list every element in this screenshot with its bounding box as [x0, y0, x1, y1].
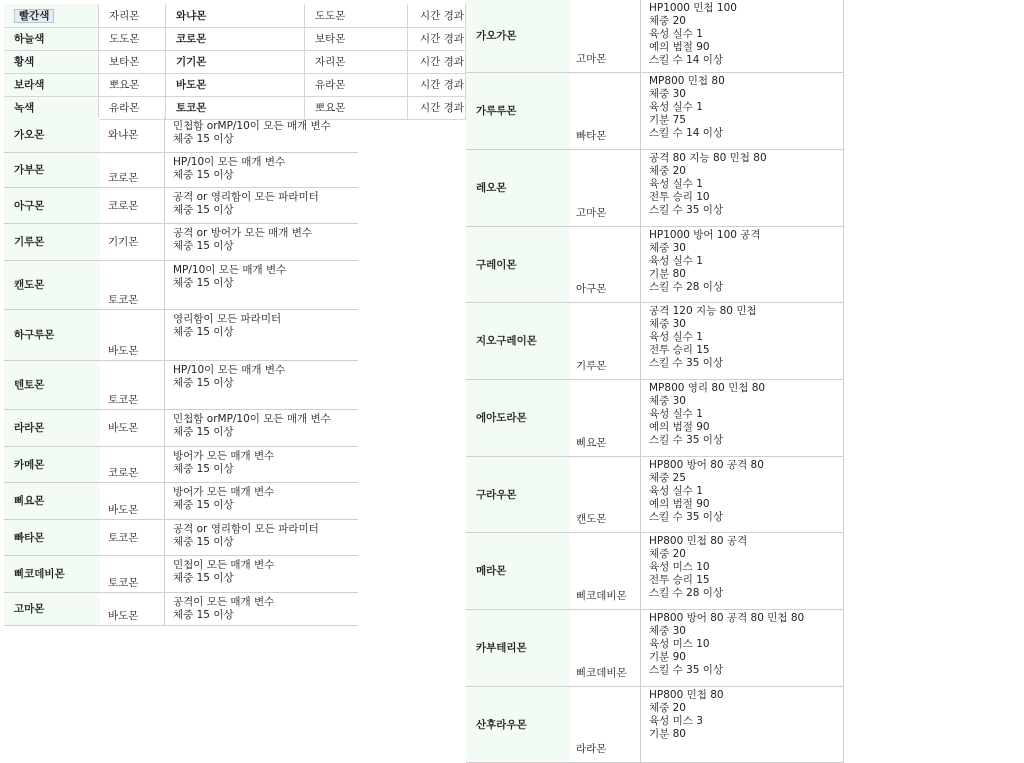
- condition: 시간 경과: [408, 27, 466, 50]
- condition-cell: [165, 446, 359, 482]
- previous-form: 캔도몬: [570, 456, 641, 532]
- condition-cell: [165, 152, 359, 187]
- baby-name: 유라몬: [99, 96, 166, 119]
- condition-line: 민첩이 모든 매개 변수: [173, 558, 275, 571]
- condition-line: MP/10이 모든 매개 변수: [173, 263, 287, 276]
- condition-line: 체중 20: [649, 701, 686, 714]
- condition-line: 체중 15 이상: [173, 462, 234, 475]
- color-name: 녹색: [4, 96, 99, 119]
- digimon-name: 카부테리몬: [466, 609, 570, 686]
- condition-line: HP800 민첩 80 공격: [649, 534, 748, 547]
- condition-cell: [165, 592, 359, 625]
- condition-line: 스킬 수 35 이상: [649, 203, 724, 216]
- condition-line: 스킬 수 28 이상: [649, 586, 724, 599]
- condition-line: 육성 실수 1: [649, 177, 703, 190]
- digimon-name: 구라우몬: [466, 456, 570, 532]
- digimon-name: 기루몬: [4, 223, 100, 260]
- previous-form: 와냐몬: [100, 117, 165, 152]
- previous-form: 토코몬: [100, 360, 165, 409]
- condition-line: 체중 15 이상: [173, 133, 234, 145]
- condition-line: 체중 20: [649, 164, 686, 177]
- digimon-name: 삐코데비몬: [4, 555, 100, 592]
- alt-name: 유라몬: [305, 73, 408, 96]
- previous-form: 기루몬: [570, 302, 641, 379]
- previous-form: 토코몬: [100, 519, 165, 555]
- condition-cell: [165, 360, 359, 409]
- condition: 시간 경과: [408, 4, 466, 27]
- condition-cell: [641, 149, 844, 226]
- table-row: [4, 223, 358, 260]
- condition-line: 공격 120 지능 80 민첩: [649, 304, 757, 317]
- color-evolution-table: [4, 4, 466, 120]
- condition-line: 체중 15 이상: [173, 535, 234, 548]
- condition-cell: [641, 0, 844, 72]
- table-row: [466, 0, 844, 72]
- condition-line: 체중 30: [649, 87, 686, 100]
- table-row: [4, 96, 466, 119]
- condition-line: 체중 15 이상: [173, 276, 234, 289]
- color-name: 보라색: [4, 73, 99, 96]
- condition-cell: [165, 519, 359, 555]
- child-name: 코로몬: [166, 27, 305, 50]
- alt-name: 보타몬: [305, 27, 408, 50]
- table-row: [4, 482, 358, 519]
- condition-line: 체중 15 이상: [173, 376, 234, 389]
- condition: 시간 경과: [408, 96, 466, 119]
- previous-form: 코로몬: [100, 152, 165, 187]
- condition-line: 민첩함 orMP/10이 모든 매개 변수: [173, 412, 331, 425]
- child-name: 토코몬: [166, 96, 305, 119]
- table-row: [466, 686, 844, 762]
- digimon-name: 지오구레이몬: [466, 302, 570, 379]
- digimon-name: 카메몬: [4, 446, 100, 482]
- condition-line: 전투 승리 10: [649, 190, 710, 203]
- condition-line: 체중 15 이상: [173, 325, 234, 338]
- condition-cell: [165, 117, 359, 152]
- condition-line: MP800 민첩 80: [649, 74, 725, 87]
- digimon-name: 가오몬: [4, 117, 100, 152]
- condition-line: 체중 15 이상: [173, 239, 234, 252]
- condition-line: 육성 실수 1: [649, 28, 703, 40]
- digimon-name: 가루루몬: [466, 72, 570, 149]
- condition-line: 공격 80 지능 80 민첩 80: [649, 151, 767, 164]
- table-row: [4, 592, 358, 625]
- digimon-name: 텐토몬: [4, 360, 100, 409]
- table-row: [466, 456, 844, 532]
- table-row: [4, 360, 358, 409]
- condition-line: 기분 80: [649, 727, 686, 740]
- previous-form: 고마몬: [570, 0, 641, 72]
- condition-line: 체중 25: [649, 471, 686, 484]
- table-row: [466, 302, 844, 379]
- condition-line: 스킬 수 35 이상: [649, 663, 724, 676]
- condition-line: 영리함이 모든 파라미터: [173, 312, 282, 325]
- condition-line: 육성 실수 1: [649, 254, 703, 267]
- condition-line: 스킬 수 28 이상: [649, 280, 724, 293]
- condition-cell: [641, 72, 844, 149]
- condition-line: 예의 범절 90: [649, 497, 710, 510]
- condition-line: HP1000 방어 100 공격: [649, 228, 761, 241]
- previous-form: 코로몬: [100, 187, 165, 223]
- condition-line: 육성 실수 1: [649, 330, 703, 343]
- table-row: [466, 609, 844, 686]
- previous-form: 삐요몬: [570, 379, 641, 456]
- color-name: 황색: [4, 50, 99, 73]
- condition-line: 공격이 모든 매개 변수: [173, 595, 275, 608]
- digimon-name: 메라몬: [466, 532, 570, 609]
- color-name: 하늘색: [4, 27, 99, 50]
- table-row: [4, 27, 466, 50]
- previous-form: 고마몬: [570, 149, 641, 226]
- condition-line: 체중 15 이상: [173, 498, 234, 511]
- condition-line: 육성 실수 1: [649, 100, 703, 113]
- condition-line: MP800 영리 80 민첩 80: [649, 381, 766, 394]
- condition-line: 체중 30: [649, 241, 686, 254]
- condition-line: 육성 실수 1: [649, 407, 703, 420]
- digimon-name: 캔도몬: [4, 260, 100, 309]
- table-row: [4, 50, 466, 73]
- condition-cell: [641, 609, 844, 686]
- condition-line: 육성 미스 10: [649, 637, 710, 650]
- condition-line: 기분 80: [649, 267, 686, 280]
- previous-form: 삐코데비몬: [570, 609, 641, 686]
- condition-line: HP800 민첩 80: [649, 688, 724, 701]
- condition-line: HP800 방어 80 공격 80: [649, 458, 764, 471]
- alt-name: 자리몬: [305, 50, 408, 73]
- condition-line: HP800 방어 80 공격 80 민첩 80: [649, 611, 805, 624]
- condition-line: 체중 15 이상: [173, 608, 234, 621]
- table-row: [4, 187, 358, 223]
- condition-line: 육성 미스 3: [649, 714, 703, 727]
- condition-line: 체중 20: [649, 547, 686, 560]
- condition-cell: [641, 379, 844, 456]
- baby-name: 뽀요몬: [99, 73, 166, 96]
- table-row: [4, 446, 358, 482]
- previous-form: 토코몬: [100, 260, 165, 309]
- condition-line: 기분 75: [649, 113, 686, 126]
- digimon-name: 삐요몬: [4, 482, 100, 519]
- previous-form: 토코몬: [100, 555, 165, 592]
- condition-line: 방어가 모든 매개 변수: [173, 485, 275, 498]
- condition-line: 체중 15 이상: [173, 425, 234, 438]
- child-name: 바도몬: [166, 73, 305, 96]
- child-name: 와냐몬: [166, 4, 305, 27]
- condition-cell: [641, 532, 844, 609]
- table-row: [466, 72, 844, 149]
- table-row: [4, 152, 358, 187]
- condition: 시간 경과: [408, 50, 466, 73]
- condition-line: HP/10이 모든 매개 변수: [173, 155, 286, 168]
- previous-form: 아구몬: [570, 226, 641, 302]
- digimon-name: 레오몬: [466, 149, 570, 226]
- condition-line: 체중 30: [649, 394, 686, 407]
- baby-name: 자리몬: [99, 4, 166, 27]
- condition-line: 육성 실수 1: [649, 484, 703, 497]
- condition-cell: [165, 309, 359, 360]
- condition-line: 체중 20: [649, 15, 686, 27]
- condition-line: 예의 범절 90: [649, 41, 710, 53]
- table-row: [4, 117, 358, 152]
- previous-form: 바도몬: [100, 482, 165, 519]
- child-name: 기기몬: [166, 50, 305, 73]
- condition-cell: [165, 223, 359, 260]
- table-row: [4, 519, 358, 555]
- alt-name: 도도몬: [305, 4, 408, 27]
- previous-form: 코로몬: [100, 446, 165, 482]
- previous-form: 빠타몬: [570, 72, 641, 149]
- baby-name: 보타몬: [99, 50, 166, 73]
- condition-cell: [165, 409, 359, 446]
- condition-line: 스킬 수 35 이상: [649, 356, 724, 369]
- table-row: [466, 149, 844, 226]
- condition-line: 체중 30: [649, 317, 686, 330]
- table-row: [4, 409, 358, 446]
- table-row: [4, 4, 466, 27]
- previous-form: 바도몬: [100, 592, 165, 625]
- condition-line: 전투 승리 15: [649, 343, 710, 356]
- baby-name: 도도몬: [99, 27, 166, 50]
- condition-line: 예의 범절 90: [649, 420, 710, 433]
- child-evolution-table: [4, 117, 358, 626]
- digimon-name: 에아도라몬: [466, 379, 570, 456]
- table-row: [4, 309, 358, 360]
- condition-line: 스킬 수 14 이상: [649, 126, 724, 139]
- previous-form: 라라몬: [570, 686, 641, 762]
- digimon-name: 가오가몬: [466, 0, 570, 72]
- table-row: [466, 226, 844, 302]
- condition-line: 체중 30: [649, 624, 686, 637]
- previous-form: 삐코데비몬: [570, 532, 641, 609]
- condition-line: HP1000 민첩 100: [649, 2, 737, 14]
- condition-line: 공격 or 방어가 모든 매개 변수: [173, 226, 313, 239]
- condition-line: 체중 15 이상: [173, 168, 234, 181]
- previous-form: 기기몬: [100, 223, 165, 260]
- condition-cell: [641, 456, 844, 532]
- previous-form: 바도몬: [100, 309, 165, 360]
- alt-name: 뽀요몬: [305, 96, 408, 119]
- digimon-name: 고마몬: [4, 592, 100, 625]
- condition-line: 체중 15 이상: [173, 203, 234, 216]
- condition-line: 스킬 수 35 이상: [649, 510, 724, 523]
- condition-cell: [165, 187, 359, 223]
- table-row: [4, 73, 466, 96]
- table-row: [4, 260, 358, 309]
- condition-cell: [641, 226, 844, 302]
- digimon-name: 산후라우몬: [466, 686, 570, 762]
- condition-cell: [641, 686, 844, 762]
- adult-evolution-table: [466, 0, 844, 763]
- condition-cell: [165, 555, 359, 592]
- digimon-name: 라라몬: [4, 409, 100, 446]
- condition-line: 민첩함 orMP/10이 모든 매개 변수: [173, 120, 331, 132]
- color-name[interactable]: 빨간색: [14, 9, 54, 23]
- condition-line: 기분 90: [649, 650, 686, 663]
- condition-line: 전투 승리 15: [649, 573, 710, 586]
- condition: 시간 경과: [408, 73, 466, 96]
- condition-line: 스킬 수 35 이상: [649, 433, 724, 446]
- condition-line: 체중 15 이상: [173, 571, 234, 584]
- condition-cell: [165, 260, 359, 309]
- condition-cell: [641, 302, 844, 379]
- condition-line: 방어가 모든 매개 변수: [173, 449, 275, 462]
- previous-form: 바도몬: [100, 409, 165, 446]
- table-row: [4, 555, 358, 592]
- digimon-name: 구레이몬: [466, 226, 570, 302]
- table-row: [466, 379, 844, 456]
- condition-line: 육성 미스 10: [649, 560, 710, 573]
- condition-cell: [165, 482, 359, 519]
- table-row: [466, 532, 844, 609]
- digimon-name: 빠타몬: [4, 519, 100, 555]
- digimon-name: 아구몬: [4, 187, 100, 223]
- condition-line: 스킬 수 14 이상: [649, 54, 724, 66]
- condition-line: 공격 or 영리함이 모든 파라미터: [173, 522, 319, 535]
- digimon-name: 하구루몬: [4, 309, 100, 360]
- condition-line: 공격 or 영리함이 모든 파라미터: [173, 190, 319, 203]
- digimon-name: 가부몬: [4, 152, 100, 187]
- condition-line: HP/10이 모든 매개 변수: [173, 363, 286, 376]
